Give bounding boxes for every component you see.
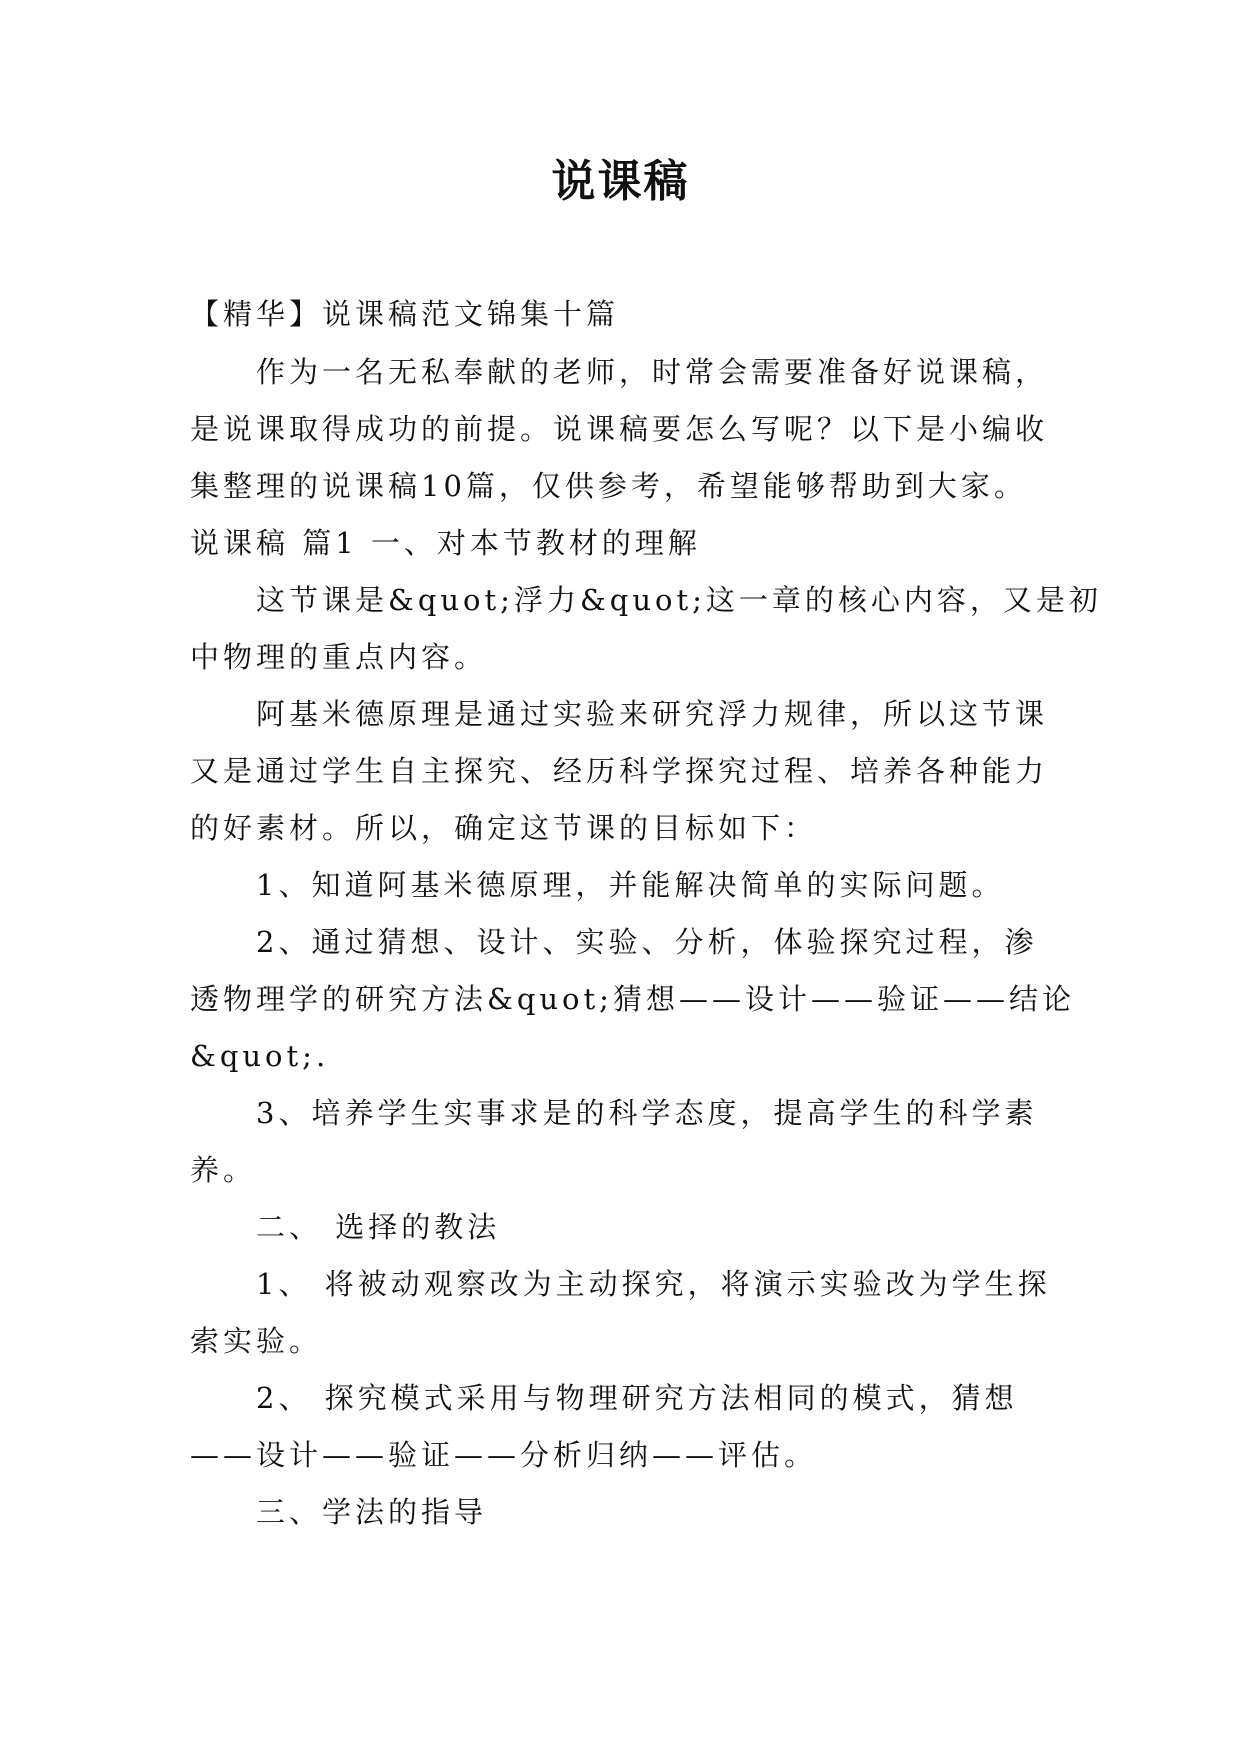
list-item-line: 2、通过猜想、设计、实验、分析，体验探究过程，渗	[256, 925, 1038, 959]
paragraph-line: 中物理的重点内容。	[190, 640, 488, 674]
section-heading-line: 二、 选择的教法	[256, 1210, 501, 1244]
paragraph-line: 阿基米德原理是通过实验来研究浮力规律，所以这节课	[256, 697, 1049, 731]
paragraph-line: 的好素材。所以，确定这节课的目标如下：	[190, 811, 818, 845]
section-heading-line: 三、学法的指导	[256, 1495, 488, 1529]
list-item-line: 养。	[190, 1153, 257, 1187]
list-item-line: 1、 将被动观察改为主动探究，将演示实验改为学生探	[256, 1267, 1051, 1301]
list-item-line: 1、知道阿基米德原理，并能解决简单的实际问题。	[256, 868, 1005, 902]
paragraph-line: 作为一名无私奉献的老师，时常会需要准备好说课稿，	[256, 355, 1049, 389]
section-heading-line: 说课稿 篇1 一、对本节教材的理解	[190, 526, 701, 560]
paragraph-line: 集整理的说课稿10篇，仅供参考，希望能够帮助到大家。	[190, 469, 1027, 503]
list-item-line: 3、培养学生实事求是的科学态度，提高学生的科学素	[256, 1096, 1038, 1130]
document-title: 说课稿	[551, 156, 690, 207]
list-item-line: &quot;.	[190, 1039, 330, 1073]
paragraph-line: 是说课取得成功的前提。说课稿要怎么写呢？以下是小编收	[190, 412, 1049, 446]
list-item-line: 2、 探究模式采用与物理研究方法相同的模式，猜想	[256, 1381, 1018, 1415]
subtitle-line: 【精华】说课稿范文锦集十篇	[190, 297, 620, 331]
paragraph-line: 又是通过学生自主探究、经历科学探究过程、培养各种能力	[190, 754, 1049, 788]
paragraph-line: 这节课是&quot;浮力&quot;这一章的核心内容，又是初	[256, 583, 1102, 617]
list-item-line: 索实验。	[190, 1324, 323, 1358]
list-item-line: ——设计——验证——分析归纳——评估。	[190, 1438, 818, 1472]
list-item-line: 透物理学的研究方法&quot;猜想——设计——验证——结论	[190, 982, 1075, 1016]
